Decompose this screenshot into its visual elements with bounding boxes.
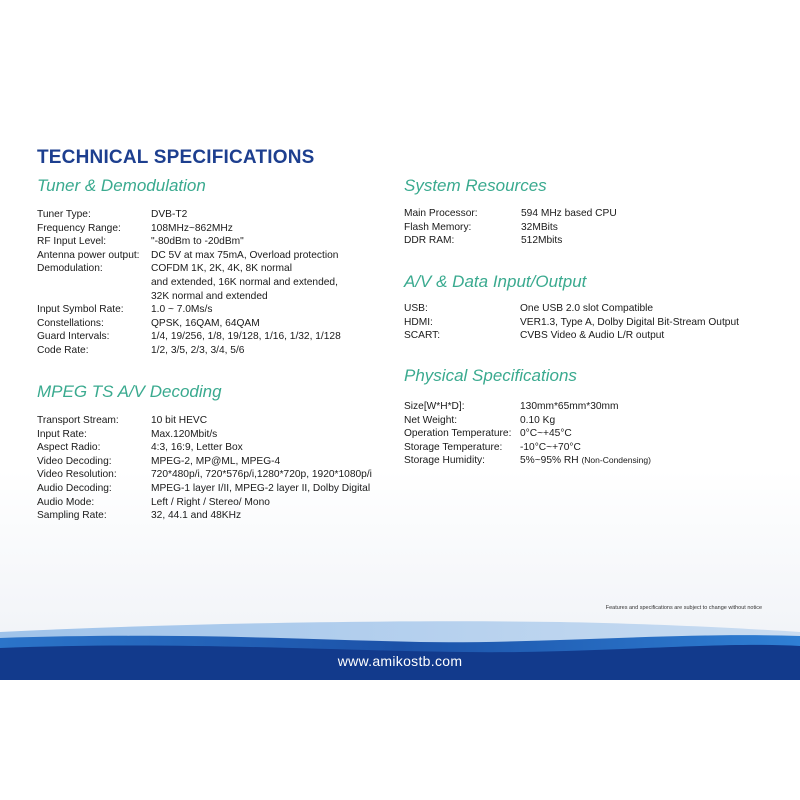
spec-list-tuner (37, 208, 341, 358)
section-title-system: System Resources (404, 176, 547, 195)
spec-label: USB: (404, 303, 428, 314)
spec-row (37, 482, 372, 496)
spec-label: Audio Mode: (37, 496, 95, 508)
spec-list-system (404, 207, 617, 248)
spec-label: Code Rate: (37, 344, 89, 356)
spec-label: Video Decoding: (37, 455, 112, 467)
spec-value (151, 428, 217, 442)
spec-value-text: 1/2, 3/5, 2/3, 3/4, 5/6 (151, 344, 245, 356)
spec-value (520, 302, 653, 316)
spec-label: RF Input Level: (37, 236, 107, 248)
spec-value-text: 1.0 ~ 7.0Ms/s (151, 304, 213, 316)
spec-value (521, 221, 558, 235)
spec-row (404, 454, 651, 468)
spec-row (37, 330, 341, 344)
spec-value (521, 207, 617, 221)
section-title-tuner: Tuner & Demodulation (37, 176, 206, 195)
spec-row (404, 234, 617, 248)
spec-label: Frequency Range: (37, 222, 121, 234)
spec-value (151, 468, 372, 482)
spec-value-text: DC 5V at max 75mA, Overload protection (151, 249, 339, 261)
spec-value (520, 441, 581, 455)
spec-label: Tuner Type: (37, 209, 91, 220)
spec-value (520, 427, 572, 441)
spec-value (151, 303, 212, 317)
spec-row (404, 207, 617, 221)
spec-value-text: 0°C~+45°C (520, 428, 572, 440)
spec-value (520, 414, 555, 428)
spec-row (404, 400, 651, 414)
spec-label: Antenna power output: (37, 249, 140, 261)
spec-row (37, 441, 372, 455)
spec-list-av (404, 302, 739, 343)
spec-value-text: 32MBits (521, 221, 558, 233)
spec-value-text: Left / Right / Stereo/ Mono (151, 496, 270, 508)
spec-value (151, 330, 341, 344)
spec-value-text: 130mm*65mm*30mm (520, 401, 619, 412)
spec-list-mpeg (37, 414, 372, 523)
spec-value (151, 482, 370, 496)
spec-value-text: QPSK, 16QAM, 64QAM (151, 317, 260, 329)
spec-label: Input Symbol Rate: (37, 304, 124, 316)
spec-row (404, 441, 651, 455)
spec-value (151, 317, 260, 331)
spec-value-text: 108MHz~862MHz (151, 222, 233, 234)
spec-value-text: 4:3, 16:9, Letter Box (151, 442, 243, 454)
page-title: TECHNICAL SPECIFICATIONS (37, 147, 315, 168)
spec-row (37, 428, 372, 442)
spec-value (520, 316, 739, 330)
spec-list-physical (404, 400, 651, 468)
spec-value-text: 512Mbits (521, 235, 563, 247)
spec-value (151, 496, 270, 510)
spec-value (151, 208, 187, 222)
spec-label: Video Resolution: (37, 469, 117, 481)
spec-value (151, 344, 244, 358)
spec-row (404, 427, 651, 441)
spec-value-text: CVBS Video & Audio L/R output (520, 330, 665, 342)
spec-value-text: MPEG-2, MP@ML, MPEG-4 (151, 455, 281, 467)
spec-label: DDR RAM: (404, 235, 455, 247)
spec-value-text: 32, 44.1 and 48KHz (151, 510, 242, 522)
spec-value-text: 5%~95% RH (520, 455, 579, 467)
spec-label: Flash Memory: (404, 221, 472, 233)
spec-label: Size[W*H*D]: (404, 401, 465, 412)
spec-row (37, 249, 341, 263)
spec-row (37, 303, 341, 317)
spec-value-text: 594 MHz based CPU (521, 208, 617, 219)
spec-value-text: 720*480p/i, 720*576p/i,1280*720p, 1920*1080p/i (151, 469, 372, 481)
spec-row (404, 302, 739, 316)
spec-value-text: COFDM 1K, 2K, 4K, 8K normal and extended, 16K normal and extended, 32K normal and extended (151, 263, 338, 302)
spec-value-note: (Non-Condensing) (581, 455, 651, 466)
spec-row (404, 329, 739, 343)
spec-row (37, 262, 341, 303)
spec-row (404, 414, 651, 428)
disclaimer-note: Features and specifications are subject to change without notice (605, 605, 762, 611)
spec-row (37, 496, 372, 510)
spec-label: Demodulation: (37, 263, 103, 275)
section-title-physical: Physical Specifications (404, 366, 577, 385)
spec-row (404, 221, 617, 235)
spec-value (151, 235, 244, 249)
spec-value-text: DVB-T2 (151, 209, 188, 220)
spec-row (37, 235, 341, 249)
spec-value (151, 249, 338, 263)
spec-label: Input Rate: (37, 428, 87, 440)
spec-value (151, 441, 243, 455)
spec-value-text: "-80dBm to -20dBm" (151, 236, 244, 248)
spec-label: Sampling Rate: (37, 510, 107, 522)
spec-label: Aspect Radio: (37, 442, 101, 454)
spec-row (37, 455, 372, 469)
spec-value (151, 455, 280, 469)
spec-value-text: MPEG-1 layer I/II, MPEG-2 layer II, Dolby Digital (151, 482, 371, 494)
spec-label: Audio Decoding: (37, 482, 112, 494)
spec-row (37, 208, 341, 222)
spec-value (151, 509, 241, 523)
spec-value-text: 1/4, 19/256, 1/8, 19/128, 1/16, 1/32, 1/128 (151, 331, 341, 343)
spec-value (520, 329, 664, 343)
spec-label: Constellations: (37, 317, 104, 329)
spec-label: Storage Temperature: (404, 441, 503, 453)
spec-label: SCART: (404, 330, 441, 342)
spec-value-text: VER1.3, Type A, Dolby Digital Bit-Stream Output (520, 316, 739, 328)
section-title-av: A/V & Data Input/Output (404, 272, 587, 291)
spec-row (37, 414, 372, 428)
spec-label: Storage Humidity: (404, 455, 485, 467)
spec-row (404, 316, 739, 330)
spec-label: HDMI: (404, 316, 433, 328)
spec-label: Net Weight: (404, 414, 458, 426)
spec-value (521, 234, 562, 248)
spec-label: Main Processor: (404, 208, 478, 219)
spec-value-text: 10 bit HEVC (151, 415, 208, 426)
spec-value-text: -10°C~+70°C (520, 441, 581, 453)
spec-label: Transport Stream: (37, 415, 119, 426)
spec-row (37, 222, 341, 236)
section-title-mpeg: MPEG TS A/V Decoding (37, 382, 222, 401)
spec-value-text: Max.120Mbit/s (151, 428, 218, 440)
website-link[interactable]: www.amikostb.com (337, 653, 463, 669)
spec-value-text: 0.10 Kg (520, 414, 556, 426)
spec-value (151, 222, 233, 236)
spec-value-text: One USB 2.0 slot Compatible (520, 303, 654, 314)
spec-row (37, 509, 372, 523)
spec-value (151, 262, 338, 303)
spec-row (37, 317, 341, 331)
spec-row (37, 468, 372, 482)
spec-value (520, 454, 651, 468)
footer-wave (0, 610, 800, 680)
spec-row (37, 344, 341, 358)
spec-label: Operation Temperature: (404, 428, 512, 440)
spec-label: Guard Intervals: (37, 331, 110, 343)
spec-value (151, 414, 207, 428)
spec-value (520, 400, 619, 414)
